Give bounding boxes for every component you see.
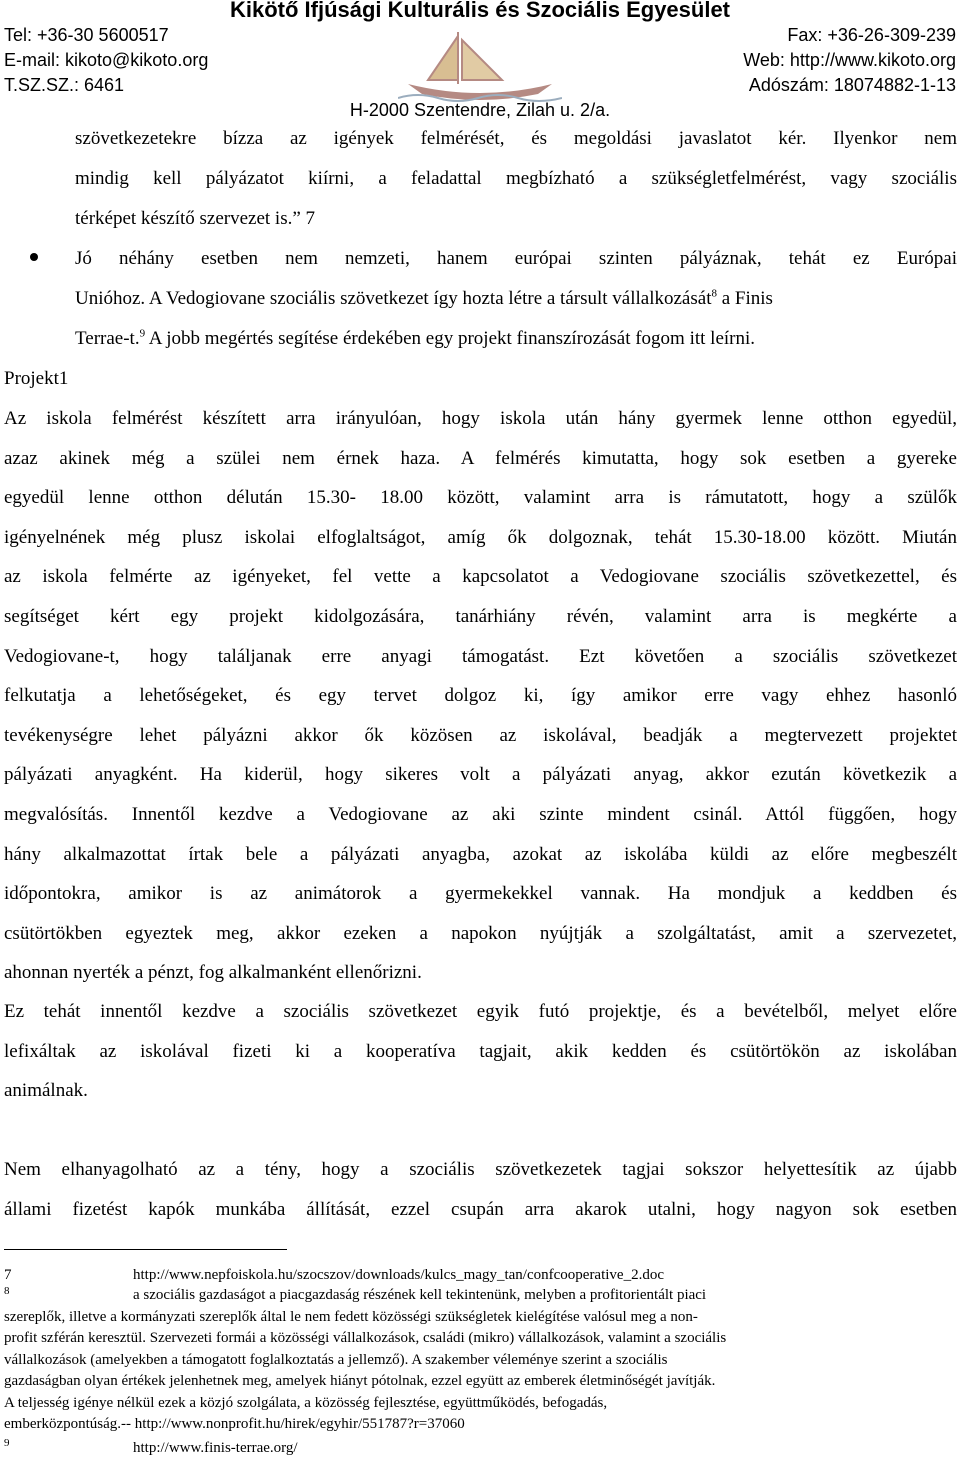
website-address: Web: http://www.kikoto.org [743,50,956,70]
text-line: felkutatja a lehetőségeket, és egy tervet dolgoz ki, így amikor erre vagy ehhez hasonló [4,685,957,707]
text-segment: Terrae-t. [75,328,140,349]
text-line: mindig kell pályázatot kiírni, a feladattal megbízható a szükségletfelmérést, vagy szociális [75,168,957,189]
phone-number: Tel: +36-30 5600517 [4,25,169,45]
footnote-7-link: http://www.nepfoiskola.hu/szocszov/downloads/kulcs_magy_tan/confcooperative_2.doc [133,1267,664,1283]
text-line: Vedogiovane-t, hogy találjanak erre anyagi támogatást. Ezt követően a szociális szövetkezet [4,645,957,667]
text-line: állami fizetést kapók munkába állítását, ezzel csupán arra akarok utalni, hogy nagyon sok esetben [4,1198,957,1220]
footnote-8-line: A teljesség igénye nélkül ezek a közjó szolgálata, a közösség fejlesztése, együttműködés, befogadás, [4,1394,608,1411]
footnote-separator [4,1249,287,1250]
text-line: lefixáltak az iskolával fizeti ki a kooperatíva tagjait, akik kedden és csütörtökön az iskolában [4,1040,957,1062]
bullet-icon [30,253,38,261]
bullet-text-line [75,288,957,310]
text-line: azaz akinek még a szülei nem érnek haza. A felmérés kimutatta, hogy sok esetben a gyereke [4,447,957,469]
bullet-text-line [75,328,755,350]
email-address: E-mail: kikoto@kikoto.org [4,50,209,70]
text-line: szövetkezetekre bízza az igények felmérését, és megoldási javaslatot kér. Ilyenkor nem [75,128,957,149]
footnote-8-line: emberközpontúság.-- http://www.nonprofit.hu/hirek/egyhir/551787?r=37060 [4,1416,465,1432]
text-segment: Unióhoz. A Vedogiovane szociális szövetkezet így hozta létre a társult vállalkozását [75,288,712,309]
text-line: segítséget kért egy projekt kidolgozására, tanárhiány révén, valamint arra is megkérte a [4,606,957,627]
postal-address: H-2000 Szentendre, Zilah u. 2/a. [349,100,611,120]
text-line: csütörtökben egyeztek meg, akkor ezeken a napokon nyújtják a szolgáltatást, amit a szervezetet, [4,922,957,944]
registration-number: T.SZ.SZ.: 6461 [4,75,125,95]
footnote-8-line: szereplők, illetve a kormányzati szereplők által le nem fedett közösségi szükségletek kielégítése valósul meg a non- [4,1308,698,1325]
text-line: térképet készítő szervezet is.” 7 [75,208,316,229]
ship-logo-icon [398,22,562,104]
text-line: az iskola felmérte az igényeket, fel vette a kapcsolatot a Vedogiovane szociális szövetkezettel, és [4,566,957,588]
text-line: Az iskola felmérést készített arra irányulóan, hogy iskola után hány gyermek lenne otthon egyedül, [4,408,957,429]
text-line: igényelnének még plusz iskolai elfoglaltságot, amíg ők dolgoznak, tehát 15.30-18.00 között. Miután [4,526,957,548]
text-line: Ez tehát innentől kezdve a szociális szövetkezet egyik futó projektje, és a bevételből, melyet előre [4,1001,957,1022]
fax-number: Fax: +36-26-309-239 [787,25,956,45]
footnote-9-number: 9 [4,1437,10,1449]
footnote-ref-8: 8 [711,287,717,300]
footnote-8-line: a szociális gazdaságot a piacgazdaság részének kell tekintenünk, melyben a profitorientált piaci [133,1287,707,1303]
text-line: animálnak. [4,1080,88,1102]
letterhead [0,0,960,124]
section-title: Projekt1 [4,368,69,389]
footnote-8-line: profit szférán keresztül. Szervezeti formái a közösségi vállalkozások, családi (mikro) vállalkozások, valamint a szociális [4,1330,727,1346]
text-segment: a Finis [716,288,773,309]
text-line: egyedül lenne otthon délután 15.30- 18.00 között, valamint arra is rámutatott, hogy a szülők [4,487,957,509]
footnote-8-line: vállalkozások (amelyekben a támogatott foglalkoztatás a jellemző). A szakember véleménye szerint a szociális [4,1351,668,1368]
text-line: időpontokra, amikor is az animátorok a gyermekekkel vannak. Ha mondjuk a keddben és [4,883,957,905]
text-line: ahonnan nyerték a pénzt, fog alkalmanként ellenőrizni. [4,962,422,984]
text-line: megvalósítás. Innentől kezdve a Vedogiovane az aki szinte mindent csinál. Attól függően, hogy [4,804,957,825]
text-line: hány alkalmazottat írtak bele a pályázati anyagba, azokat az iskolába küldi az előre megbeszélt [4,843,957,865]
text-line: Nem elhanyagolható az a tény, hogy a szociális szövetkezetek tagjai sokszor helyettesítik az újabb [4,1159,957,1180]
text-line: pályázati anyagként. Ha kiderül, hogy sikeres volt a pályázati anyag, akkor ezután következik a [4,764,957,786]
footnote-8-line: gazdaságban olyan értékek jelenhetnek meg, amelyek hiányt pótolnak, ezzel együtt az emberek életminőségét javítják. [4,1373,716,1389]
bullet-text-line: Jó néhány esetben nem nemzeti, hanem európai szinten pályáznak, tehát ez Európai [75,248,957,269]
tax-number: Adószám: 18074882-1-13 [748,75,956,95]
text-segment: A jobb megértés segítése érdekében egy projekt finanszírozását fogom itt leírni. [145,328,756,349]
footnote-7-number: 7 [4,1267,12,1283]
footnote-8-number: 8 [4,1285,10,1297]
organization-name: Kikötő Ifjúsági Kulturális és Szociális Egyesület [229,0,731,22]
footnote-9-link: http://www.finis-terrae.org/ [133,1440,298,1456]
footnote-ref-9: 9 [139,327,146,340]
text-line: tevékenységre lehet pályázni akkor ők közösen az iskolával, beadják a megtervezett projektet [4,724,957,746]
